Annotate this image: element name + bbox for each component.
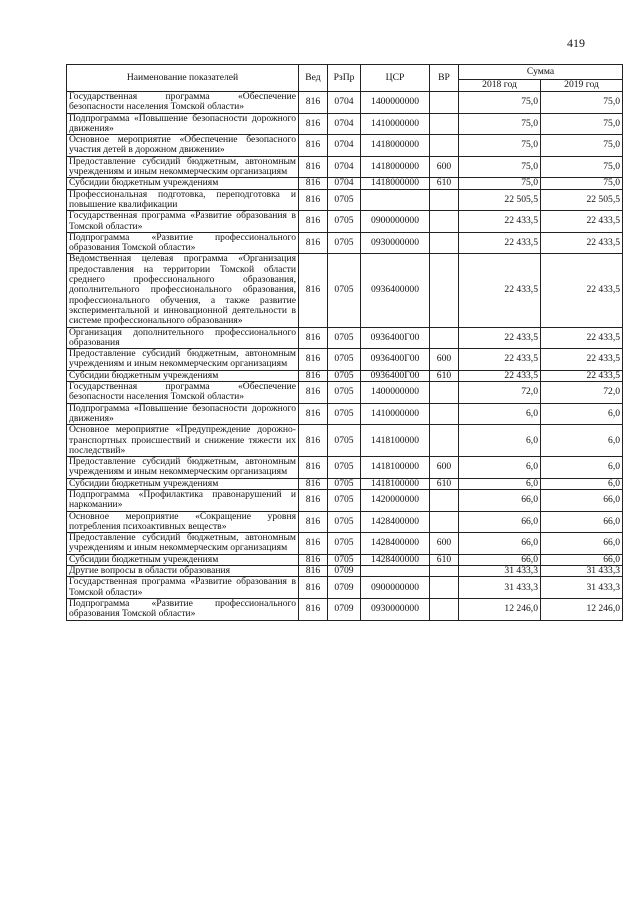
cell-csr: 0936400000 (361, 254, 430, 327)
cell-amount-2018: 22 505,5 (459, 189, 541, 211)
cell-csr: 1418100000 (361, 457, 430, 479)
cell-amount-2019: 31 433,3 (541, 577, 623, 599)
cell-csr: 1428400000 (361, 554, 430, 565)
cell-csr: 0936400Г00 (361, 349, 430, 371)
header-year-2019: 2019 год (541, 80, 623, 92)
table-row (67, 189, 623, 211)
cell-ved: 816 (299, 425, 328, 457)
cell-amount-2018: 31 433,3 (459, 566, 541, 577)
table-row (67, 135, 623, 157)
cell-rzpr: 0705 (328, 382, 361, 404)
cell-rzpr: 0704 (328, 178, 361, 189)
cell-vr (430, 189, 459, 211)
cell-amount-2019: 75,0 (541, 113, 623, 135)
cell-amount-2018: 31 433,3 (459, 577, 541, 599)
cell-vr (430, 425, 459, 457)
cell-name: Государственная программа «Обеспечение безопасности населения Томской области» (67, 92, 299, 114)
cell-name: Государственная программа «Обеспечение безопасности населения Томской области» (67, 382, 299, 404)
table-body (67, 92, 623, 621)
cell-amount-2019: 72,0 (541, 382, 623, 404)
cell-rzpr: 0705 (328, 425, 361, 457)
cell-ved: 816 (299, 566, 328, 577)
cell-csr (361, 189, 430, 211)
cell-rzpr: 0709 (328, 577, 361, 599)
cell-csr: 1400000000 (361, 92, 430, 114)
cell-name: Ведомственная целевая программа «Организация предоставления на территории Томской области среднего профессионального образования, дополнительного профессионального образования, профессионального обучения, а также развитие экспериментальной и инновационной деятельности в системе профессионального образования» (67, 254, 299, 327)
cell-amount-2019: 6,0 (541, 425, 623, 457)
cell-csr (361, 566, 430, 577)
cell-ved: 816 (299, 211, 328, 233)
cell-ved: 816 (299, 370, 328, 381)
table-row (67, 156, 623, 178)
page-number: 419 (567, 36, 585, 50)
cell-vr: 610 (430, 178, 459, 189)
cell-amount-2019: 22 433,5 (541, 327, 623, 349)
cell-ved: 816 (299, 478, 328, 489)
cell-amount-2019: 22 433,5 (541, 254, 623, 327)
cell-ved: 816 (299, 598, 328, 620)
cell-amount-2019: 22 433,5 (541, 370, 623, 381)
cell-amount-2019: 22 433,5 (541, 232, 623, 254)
cell-csr: 1418000000 (361, 178, 430, 189)
cell-amount-2019: 31 433,3 (541, 566, 623, 577)
header-sum: Сумма (459, 65, 623, 80)
header-vr: ВР (430, 65, 459, 92)
cell-amount-2018: 12 246,0 (459, 598, 541, 620)
cell-amount-2018: 22 433,5 (459, 232, 541, 254)
cell-name: Субсидии бюджетным учреждениям (67, 370, 299, 381)
cell-name: Предоставление субсидий бюджетным, автономным учреждениям и иным некоммерческим организациям (67, 457, 299, 479)
cell-vr (430, 135, 459, 157)
cell-ved: 816 (299, 178, 328, 189)
cell-amount-2019: 12 246,0 (541, 598, 623, 620)
cell-rzpr: 0705 (328, 478, 361, 489)
cell-csr: 0930000000 (361, 598, 430, 620)
cell-amount-2018: 72,0 (459, 382, 541, 404)
cell-vr (430, 211, 459, 233)
cell-csr: 0900000000 (361, 211, 430, 233)
cell-name: Государственная программа «Развитие образования в Томской области» (67, 211, 299, 233)
cell-vr (430, 92, 459, 114)
cell-name: Организация дополнительного профессионального образования (67, 327, 299, 349)
cell-name: Подпрограмма «Развитие профессионального образования Томской области» (67, 598, 299, 620)
cell-rzpr: 0709 (328, 598, 361, 620)
cell-name: Подпрограмма «Профилактика правонарушений и наркомании» (67, 489, 299, 511)
cell-amount-2019: 75,0 (541, 135, 623, 157)
cell-name: Основное мероприятие «Предупреждение дорожно-транспортных происшествий и снижение тяжести их последствий» (67, 425, 299, 457)
cell-amount-2018: 75,0 (459, 113, 541, 135)
cell-name: Подпрограмма «Развитие профессионального образования Томской области» (67, 232, 299, 254)
cell-name: Предоставление субсидий бюджетным, автономным учреждениям и иным некоммерческим организациям (67, 533, 299, 555)
cell-amount-2018: 22 433,5 (459, 349, 541, 371)
cell-amount-2018: 75,0 (459, 92, 541, 114)
cell-ved: 816 (299, 577, 328, 599)
header-ved: Вед (299, 65, 328, 92)
cell-name: Предоставление субсидий бюджетным, автономным учреждениям и иным некоммерческим организациям (67, 156, 299, 178)
cell-amount-2019: 66,0 (541, 489, 623, 511)
cell-name: Основное мероприятие «Обеспечение безопасного участия детей в дорожном движении» (67, 135, 299, 157)
cell-rzpr: 0704 (328, 113, 361, 135)
cell-rzpr: 0705 (328, 554, 361, 565)
cell-csr: 1418100000 (361, 425, 430, 457)
cell-rzpr: 0705 (328, 489, 361, 511)
cell-vr: 600 (430, 533, 459, 555)
cell-name: Государственная программа «Развитие образования в Томской области» (67, 577, 299, 599)
cell-rzpr: 0704 (328, 92, 361, 114)
cell-vr (430, 327, 459, 349)
cell-csr: 0930000000 (361, 232, 430, 254)
cell-rzpr: 0705 (328, 457, 361, 479)
table-row (67, 113, 623, 135)
cell-amount-2019: 66,0 (541, 533, 623, 555)
cell-vr (430, 489, 459, 511)
cell-amount-2018: 75,0 (459, 135, 541, 157)
cell-csr: 1410000000 (361, 113, 430, 135)
cell-amount-2019: 6,0 (541, 478, 623, 489)
cell-name: Основное мероприятие «Сокращение уровня потребления психоактивных веществ» (67, 511, 299, 533)
cell-ved: 816 (299, 156, 328, 178)
table-row (67, 254, 623, 327)
cell-csr: 1410000000 (361, 403, 430, 425)
cell-csr: 1428400000 (361, 511, 430, 533)
cell-ved: 816 (299, 92, 328, 114)
cell-ved: 816 (299, 489, 328, 511)
cell-amount-2019: 75,0 (541, 178, 623, 189)
table-row (67, 211, 623, 233)
cell-ved: 816 (299, 135, 328, 157)
cell-vr (430, 598, 459, 620)
cell-vr: 600 (430, 156, 459, 178)
cell-amount-2018: 22 433,5 (459, 254, 541, 327)
cell-ved: 816 (299, 327, 328, 349)
table-row (67, 178, 623, 189)
cell-ved: 816 (299, 232, 328, 254)
cell-ved: 816 (299, 189, 328, 211)
cell-rzpr: 0705 (328, 254, 361, 327)
cell-vr (430, 232, 459, 254)
cell-name: Подпрограмма «Повышение безопасности дорожного движения» (67, 403, 299, 425)
cell-ved: 816 (299, 403, 328, 425)
cell-vr (430, 403, 459, 425)
table-row (67, 489, 623, 511)
cell-vr: 610 (430, 554, 459, 565)
cell-csr: 1418100000 (361, 478, 430, 489)
cell-amount-2018: 75,0 (459, 178, 541, 189)
cell-amount-2018: 22 433,5 (459, 327, 541, 349)
cell-vr (430, 113, 459, 135)
cell-rzpr: 0705 (328, 370, 361, 381)
cell-rzpr: 0705 (328, 232, 361, 254)
cell-ved: 816 (299, 382, 328, 404)
cell-name: Предоставление субсидий бюджетным, автономным учреждениям и иным некоммерческим организациям (67, 349, 299, 371)
header-rzpr: РзПр (328, 65, 361, 92)
table-row (67, 511, 623, 533)
cell-amount-2018: 66,0 (459, 554, 541, 565)
cell-rzpr: 0709 (328, 566, 361, 577)
cell-name: Профессиональная подготовка, переподготовка и повышение квалификации (67, 189, 299, 211)
cell-ved: 816 (299, 554, 328, 565)
cell-name: Субсидии бюджетным учреждениям (67, 178, 299, 189)
cell-vr (430, 254, 459, 327)
cell-amount-2018: 75,0 (459, 156, 541, 178)
cell-name: Подпрограмма «Повышение безопасности дорожного движения» (67, 113, 299, 135)
cell-amount-2019: 6,0 (541, 403, 623, 425)
cell-vr: 600 (430, 349, 459, 371)
header-csr: ЦСР (361, 65, 430, 92)
table-row (67, 403, 623, 425)
cell-amount-2019: 22 505,5 (541, 189, 623, 211)
cell-csr: 1418000000 (361, 156, 430, 178)
cell-name: Другие вопросы в области образования (67, 566, 299, 577)
cell-rzpr: 0704 (328, 135, 361, 157)
cell-amount-2019: 22 433,5 (541, 349, 623, 371)
table-row (67, 92, 623, 114)
cell-vr: 610 (430, 478, 459, 489)
cell-rzpr: 0705 (328, 327, 361, 349)
cell-name: Субсидии бюджетным учреждениям (67, 478, 299, 489)
table-row (67, 598, 623, 620)
cell-rzpr: 0705 (328, 349, 361, 371)
cell-csr: 1418000000 (361, 135, 430, 157)
cell-ved: 816 (299, 113, 328, 135)
budget-table (66, 64, 623, 621)
cell-amount-2018: 6,0 (459, 457, 541, 479)
cell-rzpr: 0705 (328, 211, 361, 233)
cell-csr: 1420000000 (361, 489, 430, 511)
cell-vr (430, 382, 459, 404)
cell-csr: 1400000000 (361, 382, 430, 404)
cell-csr: 0900000000 (361, 577, 430, 599)
cell-csr: 0936400Г00 (361, 327, 430, 349)
cell-amount-2018: 22 433,5 (459, 370, 541, 381)
cell-amount-2018: 6,0 (459, 403, 541, 425)
cell-amount-2018: 66,0 (459, 533, 541, 555)
header-name: Наименование показателей (67, 65, 299, 92)
cell-name: Субсидии бюджетным учреждениям (67, 554, 299, 565)
cell-csr: 1428400000 (361, 533, 430, 555)
cell-rzpr: 0705 (328, 511, 361, 533)
cell-vr: 610 (430, 370, 459, 381)
cell-amount-2019: 6,0 (541, 457, 623, 479)
cell-ved: 816 (299, 349, 328, 371)
cell-amount-2018: 22 433,5 (459, 211, 541, 233)
table-row (67, 566, 623, 577)
table-row (67, 554, 623, 565)
cell-amount-2018: 6,0 (459, 478, 541, 489)
table-row (67, 533, 623, 555)
cell-ved: 816 (299, 533, 328, 555)
cell-amount-2018: 66,0 (459, 489, 541, 511)
table-row (67, 457, 623, 479)
table-row (67, 327, 623, 349)
cell-amount-2019: 66,0 (541, 511, 623, 533)
header-year-2018: 2018 год (459, 80, 541, 92)
cell-amount-2019: 75,0 (541, 92, 623, 114)
table-row (67, 349, 623, 371)
cell-rzpr: 0705 (328, 533, 361, 555)
cell-rzpr: 0705 (328, 403, 361, 425)
cell-vr: 600 (430, 457, 459, 479)
table-row (67, 425, 623, 457)
table-row (67, 478, 623, 489)
table-row (67, 232, 623, 254)
cell-amount-2019: 22 433,5 (541, 211, 623, 233)
cell-amount-2018: 6,0 (459, 425, 541, 457)
cell-rzpr: 0704 (328, 156, 361, 178)
cell-vr (430, 511, 459, 533)
cell-amount-2019: 66,0 (541, 554, 623, 565)
cell-ved: 816 (299, 254, 328, 327)
cell-vr (430, 566, 459, 577)
cell-ved: 816 (299, 511, 328, 533)
cell-csr: 0936400Г00 (361, 370, 430, 381)
table-row (67, 370, 623, 381)
cell-amount-2018: 66,0 (459, 511, 541, 533)
table-row (67, 577, 623, 599)
cell-ved: 816 (299, 457, 328, 479)
cell-vr (430, 577, 459, 599)
cell-rzpr: 0705 (328, 189, 361, 211)
table-row (67, 382, 623, 404)
cell-amount-2019: 75,0 (541, 156, 623, 178)
